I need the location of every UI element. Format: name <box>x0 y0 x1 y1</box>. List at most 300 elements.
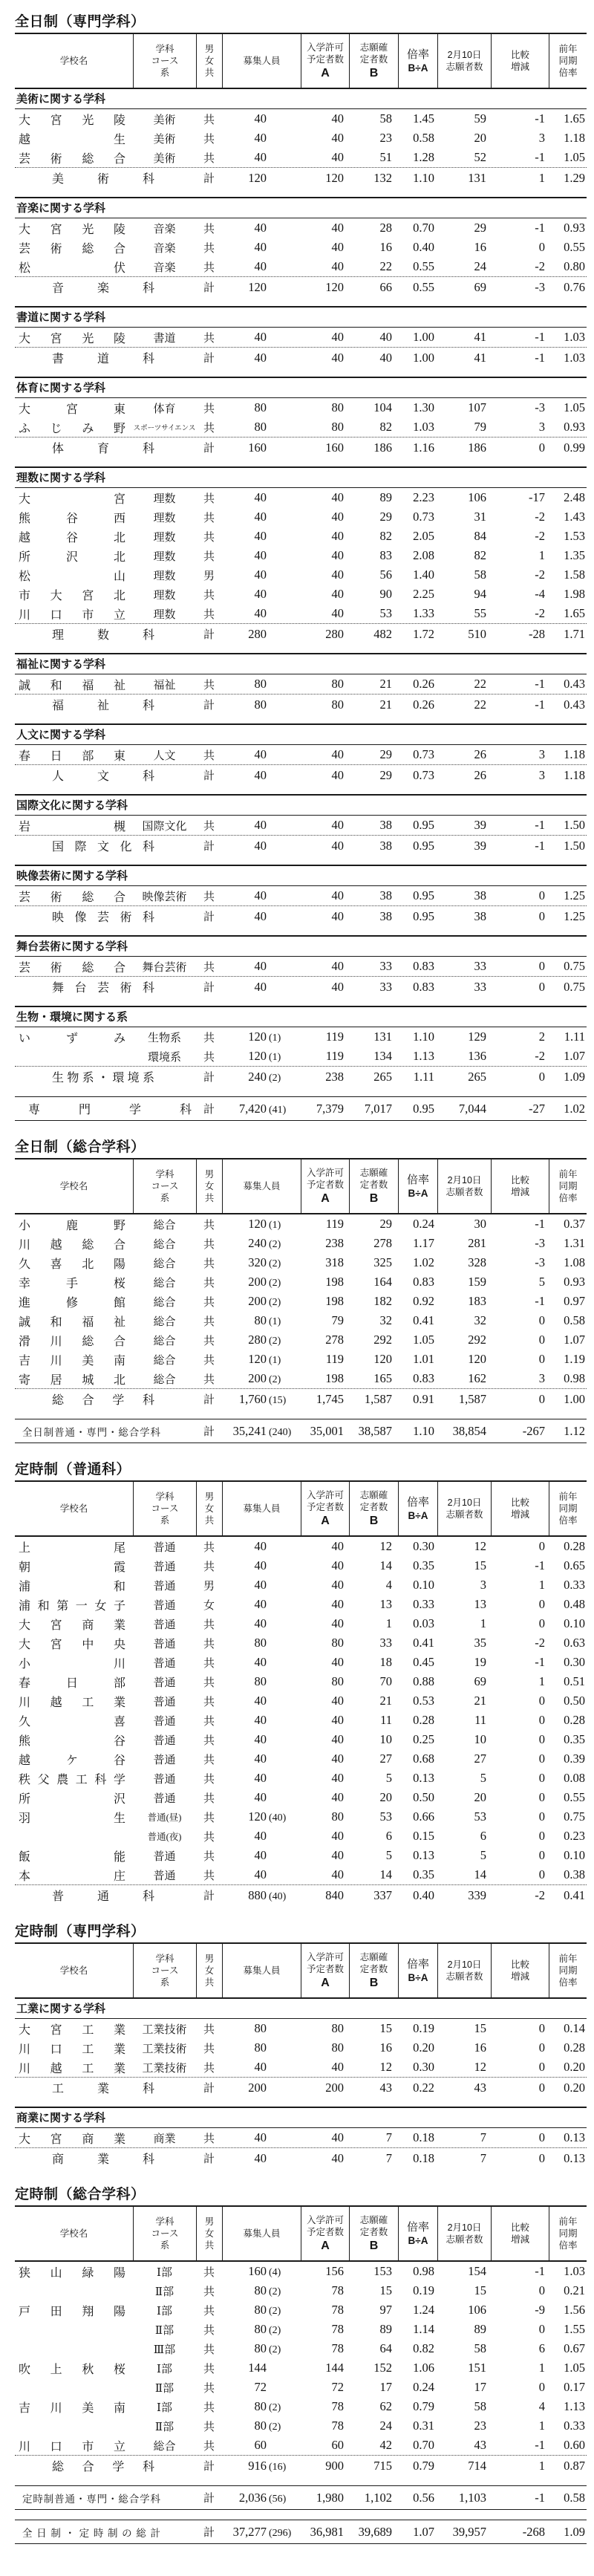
prev-year-ratio: 1.65 <box>564 111 585 126</box>
recruit-capacity <box>222 2419 301 2433</box>
comparison-diff: -2 <box>535 529 545 543</box>
group-total-row <box>15 976 587 997</box>
prev-year-ratio: 1.18 <box>564 767 585 782</box>
recruit-number: 160 <box>248 2264 267 2278</box>
section-total-row <box>15 1419 587 1443</box>
recruit-number: 280 <box>248 1333 267 1347</box>
data-table <box>15 1158 587 1443</box>
recruit-note: (1) <box>269 1316 281 1327</box>
recruit-capacity <box>222 747 301 762</box>
data-table <box>15 1942 587 2168</box>
prev-year-ratio: 0.48 <box>564 1597 585 1611</box>
applicants-final: 40 <box>379 350 392 365</box>
feb10-applicants: 22 <box>474 697 486 712</box>
recruit-capacity <box>222 1732 301 1747</box>
school-name: 熊 谷 <box>19 1734 125 1748</box>
admit-planned: 119 <box>325 1217 344 1231</box>
comparison-diff: 0 <box>538 1313 545 1327</box>
admit-planned: 80 <box>331 420 344 434</box>
table-row <box>15 2262 587 2281</box>
column-header-prev-label: 同期 <box>558 1503 578 1514</box>
gender: 共 <box>203 1315 215 1328</box>
ratio: 1.17 <box>413 1236 434 1250</box>
prev-year-ratio: 0.28 <box>564 1539 585 1553</box>
comparison-diff: 0 <box>538 2080 545 2095</box>
gender: 共 <box>203 961 215 974</box>
feb10-applicants: 281 <box>468 1236 486 1250</box>
feb10-applicants: 136 <box>468 1049 486 1063</box>
prev-year-ratio: 0.93 <box>564 221 585 235</box>
school-name: 寄 居 城 北 <box>19 1373 125 1387</box>
category-header: 体育に関する学科 <box>15 377 587 398</box>
column-header-gender-label: 女 <box>204 1180 215 1191</box>
table-header <box>15 2205 587 2262</box>
column-header-course-label: 系 <box>160 68 170 79</box>
comparison-diff: -1 <box>535 1294 545 1308</box>
feb10-applicants: 19 <box>474 1655 486 1669</box>
feb10-applicants: 265 <box>468 1069 486 1084</box>
group-total-row <box>15 623 587 644</box>
admit-planned: 198 <box>325 1371 344 1385</box>
recruit-capacity <box>222 1867 301 1882</box>
recruit-capacity <box>222 1049 301 1064</box>
ratio: 0.24 <box>413 2380 434 2394</box>
admit-planned: 80 <box>331 2040 344 2055</box>
recruit-number: 35,241 <box>232 1423 267 1438</box>
recruit-note: (2) <box>269 2344 281 2355</box>
school-name: 越 生 <box>19 133 125 146</box>
table-row <box>15 1633 587 1653</box>
recruit-note: (15) <box>269 1394 287 1406</box>
admit-planned: 160 <box>325 440 344 455</box>
prev-year-ratio: 1.09 <box>564 1069 585 1084</box>
school-name: 川 口 市 立 <box>19 608 125 622</box>
column-header-ratio-label: 倍率 <box>406 1173 429 1186</box>
ratio: 0.33 <box>413 1597 434 1611</box>
recruit-capacity <box>222 1578 301 1593</box>
gender: 共 <box>203 2401 215 2414</box>
total-label: 書 道 科 <box>52 353 154 365</box>
recruit-capacity <box>222 2303 301 2318</box>
column-header-final-label: 志願確 <box>359 2215 388 2226</box>
ratio: 0.95 <box>413 908 434 923</box>
prev-year-ratio: 1.98 <box>564 587 585 601</box>
applicants-final: 29 <box>379 510 392 524</box>
ratio: 0.98 <box>413 2264 434 2278</box>
recruit-note: (1) <box>269 1355 281 1366</box>
column-header-feb10-label: 志願者数 <box>446 62 483 72</box>
applicants-final: 82 <box>379 529 392 543</box>
recruit-note: (1) <box>269 1220 281 1231</box>
recruit-number: 40 <box>254 1597 267 1611</box>
column-header-prev-label: 同期 <box>558 1180 578 1191</box>
table-row <box>15 129 587 148</box>
recruit-capacity <box>222 2399 301 2414</box>
course-name: 普通 <box>153 1696 176 1708</box>
recruit-capacity <box>222 1217 301 1232</box>
school-name: 大 宮 東 <box>19 403 125 416</box>
column-header-prev-label: 前年 <box>558 2216 578 2227</box>
course-name: 美術 <box>153 133 176 146</box>
recruit-number: 40 <box>254 1790 267 1804</box>
column-header-prev-label: 同期 <box>558 55 578 66</box>
applicants-final: 10 <box>379 1732 392 1746</box>
course-name: 普通 <box>153 1773 176 1786</box>
category-header: 商業に関する学科 <box>15 2107 587 2128</box>
recruit-number: 80 <box>254 2399 267 2413</box>
table-row <box>15 1711 587 1730</box>
applicants-final: 56 <box>379 567 392 582</box>
column-header-diff-label: 比較 <box>510 1174 529 1185</box>
recruit-note: (2) <box>269 1336 281 1347</box>
recruit-capacity <box>222 2283 301 2298</box>
table-row <box>15 1272 587 1292</box>
ratio: 0.28 <box>413 1713 434 1727</box>
column-header-admit-label: 入学許可 <box>306 1168 344 1179</box>
column-header-course-label: 学科 <box>155 1953 174 1964</box>
recruit-number: 40 <box>254 2130 267 2144</box>
column-header-feb10 <box>437 34 491 88</box>
recruit-number: 240 <box>248 1069 267 1084</box>
admit-planned: 144 <box>325 2361 344 2375</box>
table-row <box>15 886 587 905</box>
table-row <box>15 398 587 417</box>
category-header: 美術に関する学科 <box>15 89 587 109</box>
recruit-note: (2) <box>269 2306 281 2317</box>
column-header-course <box>133 1159 196 1213</box>
recruit-capacity <box>222 1713 301 1728</box>
ratio: 1.02 <box>413 1255 434 1269</box>
recruit-capacity <box>222 2021 301 2036</box>
school-name: 岩 槻 <box>19 820 125 833</box>
gender: 共 <box>203 2023 215 2036</box>
school-name: 秩父農工科学 <box>19 1773 125 1786</box>
recruit-capacity <box>222 440 301 455</box>
table-header <box>15 1158 587 1214</box>
gender: 共 <box>203 1335 215 1347</box>
feb10-applicants: 131 <box>468 170 486 185</box>
admit-planned: 40 <box>331 350 344 365</box>
column-header-recruit-label: 募集人員 <box>243 1180 281 1191</box>
table-row <box>15 585 587 604</box>
gender: 共 <box>203 2324 215 2337</box>
column-header-final-letter: B <box>369 1191 379 1205</box>
comparison-diff: -1 <box>535 150 545 164</box>
applicants-final: 104 <box>373 400 392 414</box>
admit-planned: 40 <box>331 1867 344 1881</box>
comparison-diff: 0 <box>538 1848 545 1862</box>
recruit-capacity <box>222 548 301 563</box>
recruit-capacity <box>222 909 301 924</box>
section-title: 定時制（総合学科） <box>15 2187 146 2202</box>
feb10-applicants: 82 <box>474 548 486 562</box>
recruit-number: 144 <box>248 2361 267 2375</box>
feb10-applicants: 84 <box>474 529 486 543</box>
admit-planned: 40 <box>331 818 344 832</box>
prev-year-ratio: 1.58 <box>564 567 585 582</box>
recruit-number: 80 <box>254 2419 267 2433</box>
applicants-final: 182 <box>373 1294 392 1308</box>
table-row <box>15 1253 587 1272</box>
prev-year-ratio: 0.37 <box>564 1217 585 1231</box>
total-kei: 計 <box>203 353 215 365</box>
prev-year-ratio: 0.75 <box>564 1809 585 1824</box>
applicants-final: 16 <box>379 240 392 254</box>
applicants-final: 12 <box>379 2060 392 2074</box>
prev-year-ratio: 0.60 <box>564 2438 585 2452</box>
admit-planned: 80 <box>331 1636 344 1650</box>
applicants-final: 27 <box>379 1752 392 1766</box>
prev-year-ratio: 1.03 <box>564 330 585 344</box>
category-header: 工業に関する学科 <box>15 1999 587 2019</box>
feb10-applicants: 38 <box>474 908 486 923</box>
admit-planned: 40 <box>331 747 344 761</box>
school-name: 大 宮 工 業 <box>19 2023 125 2037</box>
school-name: 松 山 <box>19 570 125 583</box>
prev-year-ratio: 1.53 <box>564 529 585 543</box>
recruit-number: 40 <box>254 767 267 782</box>
column-header-feb10-label: 2月10日 <box>447 1959 482 1970</box>
prev-year-ratio: 0.33 <box>564 1578 585 1592</box>
comparison-diff: 1 <box>538 548 545 562</box>
prev-year-ratio: 0.08 <box>564 1771 585 1785</box>
column-header-gender-label: 共 <box>204 1193 215 1204</box>
course-name: Ⅰ部 <box>157 2305 172 2318</box>
table-row <box>15 745 587 764</box>
column-header-prev-label: 倍率 <box>558 2240 578 2251</box>
column-header-final <box>349 1944 398 1997</box>
admit-planned: 278 <box>325 1333 344 1347</box>
school-name: 大 宮 商 業 <box>19 1619 125 1632</box>
column-header-prev-label: 前年 <box>558 1491 578 1502</box>
column-header-feb10 <box>437 2207 491 2260</box>
table-header <box>15 1480 587 1537</box>
applicants-final: 152 <box>373 2361 392 2375</box>
column-header-admit-label: 予定者数 <box>306 1502 344 1513</box>
prev-year-ratio: 0.51 <box>564 1674 585 1688</box>
column-header-admit-letter: A <box>321 1191 330 1205</box>
applicants-final: 70 <box>379 1674 392 1688</box>
ratio: 0.24 <box>413 1217 434 1231</box>
table-header <box>15 1942 587 1999</box>
total-kei: 計 <box>203 443 215 455</box>
applicants-final: 325 <box>373 1255 392 1269</box>
feb10-applicants: 339 <box>468 1887 486 1902</box>
admit-planned: 40 <box>331 979 344 994</box>
ratio: 1.10 <box>413 1423 434 1438</box>
admit-planned: 40 <box>331 150 344 164</box>
admit-planned: 40 <box>331 888 344 902</box>
feb10-applicants: 12 <box>474 1539 486 1553</box>
prev-year-ratio: 0.28 <box>564 1713 585 1727</box>
recruit-note: (40) <box>269 1812 287 1824</box>
feb10-applicants: 26 <box>474 747 486 761</box>
recruit-number: 40 <box>254 1829 267 1843</box>
total-kei: 計 <box>203 2493 215 2505</box>
gender: 共 <box>203 2305 215 2318</box>
feb10-applicants: 17 <box>474 2380 486 2394</box>
recruit-number: 40 <box>254 1848 267 1862</box>
group-total-row <box>15 437 587 458</box>
course-name: 人文 <box>153 749 176 762</box>
course-name: 普通 <box>153 1619 176 1631</box>
school-name: 越 ケ 谷 <box>19 1754 125 1767</box>
recruit-note: (2) <box>269 1374 281 1385</box>
table-row <box>15 1234 587 1253</box>
column-header-admit-label: 予定者数 <box>306 1180 344 1191</box>
gender: 共 <box>203 1850 215 1863</box>
column-header-feb10-label: 志願者数 <box>446 1509 483 1520</box>
comparison-diff: -1 <box>535 330 545 344</box>
ratio: 0.73 <box>413 510 434 524</box>
feb10-applicants: 15 <box>474 2021 486 2035</box>
ratio: 0.10 <box>413 1578 434 1592</box>
ratio: 0.40 <box>413 240 434 254</box>
recruit-number: 40 <box>254 1732 267 1746</box>
prev-year-ratio: 0.76 <box>564 279 585 294</box>
ratio: 0.25 <box>413 1732 434 1746</box>
recruit-capacity <box>222 839 301 853</box>
comparison-diff: -2 <box>535 1049 545 1063</box>
column-header-school-label: 学校名 <box>59 2228 88 2239</box>
applicants-final: 265 <box>373 1069 392 1084</box>
column-header-prev <box>549 34 587 88</box>
table-row <box>15 1047 587 1066</box>
table-row <box>15 2358 587 2378</box>
feb10-applicants: 10 <box>474 1732 486 1746</box>
applicants-final: 66 <box>379 279 392 294</box>
course-name: 普通(夜) <box>147 1832 182 1842</box>
section-total-row <box>15 1096 587 1121</box>
recruit-capacity <box>222 420 301 435</box>
course-name: 舞台芸術 <box>142 961 187 974</box>
admit-planned: 40 <box>331 221 344 235</box>
applicants-final: 11 <box>380 1713 392 1727</box>
prev-year-ratio: 1.07 <box>564 1333 585 1347</box>
column-header-course-label: 系 <box>160 1193 170 1204</box>
table-row <box>15 957 587 976</box>
column-header-admit-label: 入学許可 <box>306 42 344 53</box>
column-header-ratio <box>398 2207 437 2260</box>
feb10-applicants: 3 <box>480 1578 486 1592</box>
ratio: 0.95 <box>413 888 434 902</box>
column-header-ratio-label: 倍率 <box>406 1495 429 1509</box>
recruit-number: 40 <box>254 838 267 853</box>
recruit-capacity <box>222 606 301 621</box>
comparison-diff: 0 <box>538 2130 545 2144</box>
applicants-final: 6 <box>385 1829 392 1843</box>
recruit-capacity <box>222 240 301 255</box>
table-row <box>15 417 587 437</box>
prev-year-ratio: 1.02 <box>564 1101 585 1116</box>
column-header-ratio-label: 倍率 <box>406 48 429 61</box>
admit-planned: 40 <box>331 1539 344 1553</box>
ratio: 0.19 <box>413 2021 434 2035</box>
total-kei: 計 <box>203 982 215 994</box>
recruit-capacity <box>222 677 301 692</box>
comparison-diff: 0 <box>538 1597 545 1611</box>
recruit-number: 37,277 <box>232 2524 267 2539</box>
feb10-applicants: 31 <box>474 510 486 524</box>
feb10-applicants: 120 <box>468 1352 486 1366</box>
school-name: 大 宮 中 央 <box>19 1638 125 1651</box>
comparison-diff: 0 <box>538 1771 545 1785</box>
total-label: 総 合 学 科 <box>52 1394 154 1407</box>
total-label: 映 像 芸 術 科 <box>52 911 154 924</box>
recruit-capacity <box>222 2130 301 2145</box>
recruit-capacity <box>222 2151 301 2166</box>
category-header: 理数に関する学科 <box>15 466 587 488</box>
admit-planned: 40 <box>331 838 344 853</box>
comparison-diff: -1 <box>535 697 545 712</box>
recruit-capacity <box>222 1333 301 1347</box>
admit-planned: 120 <box>325 279 344 294</box>
prev-year-ratio: 1.05 <box>564 400 585 414</box>
ratio: 0.18 <box>413 2150 434 2165</box>
admit-planned: 1,980 <box>316 2490 344 2505</box>
applicants-final: 16 <box>379 2040 392 2055</box>
prev-year-ratio: 0.35 <box>564 1732 585 1746</box>
applicants-final: 1 <box>385 1616 392 1630</box>
recruit-number: 80 <box>254 2303 267 2317</box>
column-header-diff-label: 増減 <box>510 62 529 72</box>
applicants-final: 120 <box>373 1352 392 1366</box>
ratio: 0.58 <box>413 131 434 145</box>
column-header-final-label: 定者数 <box>359 1180 388 1191</box>
course-name: Ⅱ部 <box>154 2382 174 2395</box>
gender: 共 <box>203 403 215 415</box>
course-name: 理数 <box>153 512 176 524</box>
ratio: 0.79 <box>413 2399 434 2413</box>
gender: 共 <box>203 1354 215 1367</box>
column-header-prev-label: 倍率 <box>558 1977 578 1988</box>
feb10-applicants: 33 <box>474 979 486 994</box>
section-title: 全日制（総合学科） <box>15 1139 146 1155</box>
gender: 共 <box>203 1638 215 1650</box>
gender: 共 <box>203 422 215 435</box>
recruit-capacity <box>222 818 301 833</box>
table-header <box>15 33 587 89</box>
prev-year-ratio: 0.67 <box>564 2341 585 2355</box>
prev-year-ratio: 0.87 <box>564 2458 585 2473</box>
ratio: 0.26 <box>413 677 434 691</box>
feb10-applicants: 12 <box>474 2060 486 2074</box>
recruit-number: 40 <box>254 510 267 524</box>
column-header-admit-label: 予定者数 <box>306 1964 344 1975</box>
ratio: 1.00 <box>413 330 434 344</box>
prev-year-ratio: 1.50 <box>564 818 585 832</box>
gender: 共 <box>203 550 215 563</box>
course-name: 総合 <box>153 1219 176 1232</box>
feb10-applicants: 89 <box>474 2322 486 2336</box>
admit-planned: 78 <box>331 2419 344 2433</box>
admit-planned: 78 <box>331 2399 344 2413</box>
column-header-gender-label: 共 <box>204 68 215 79</box>
feb10-applicants: 129 <box>468 1030 486 1044</box>
recruit-number: 40 <box>254 2060 267 2074</box>
prev-year-ratio: 0.20 <box>564 2080 585 2095</box>
column-header-course-label: 系 <box>160 1515 170 1526</box>
table-row <box>15 816 587 835</box>
applicants-final: 89 <box>379 2322 392 2336</box>
recruit-note: (1) <box>269 1032 281 1044</box>
admit-planned: 40 <box>331 606 344 620</box>
column-header-final-label: 志願確 <box>359 1490 388 1501</box>
table-row <box>15 1807 587 1827</box>
column-header-admit-label: 予定者数 <box>306 2227 344 2238</box>
prev-year-ratio: 1.08 <box>564 1255 585 1269</box>
recruit-capacity <box>222 1255 301 1270</box>
